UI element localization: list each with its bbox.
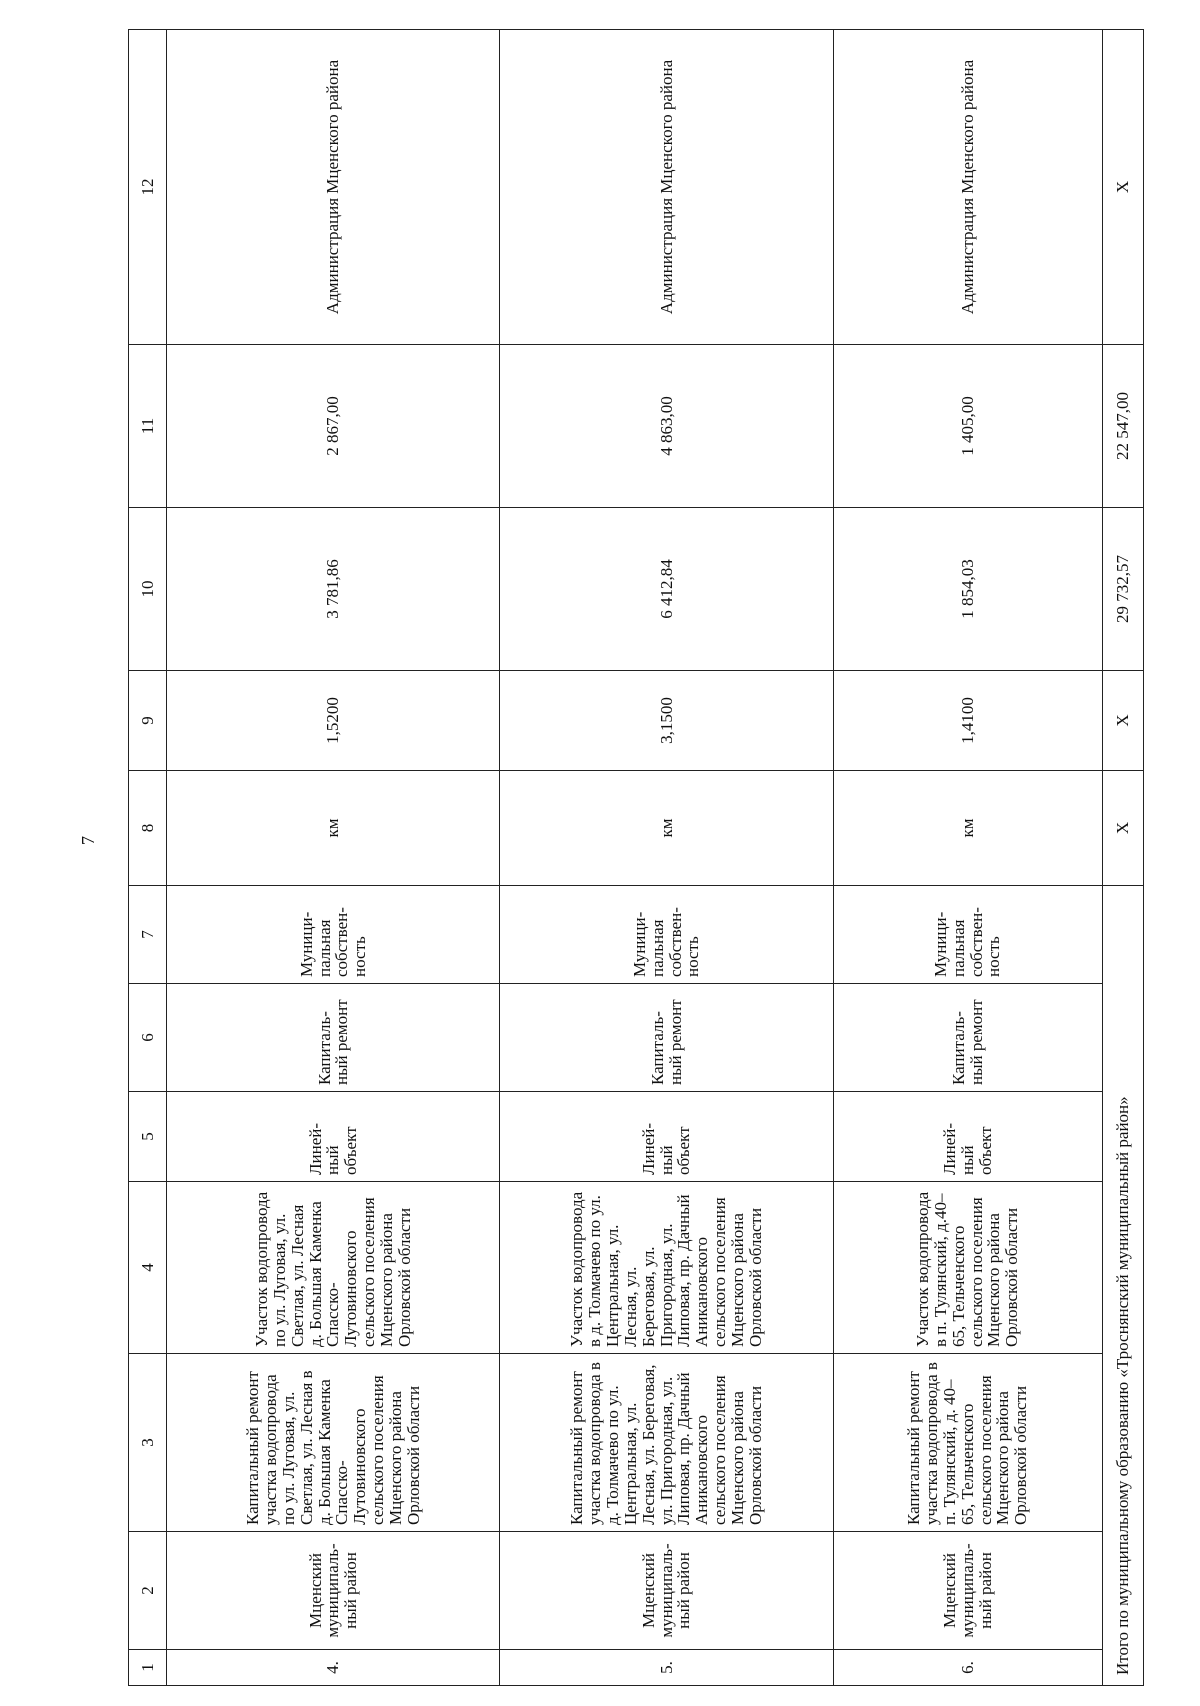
capacity-cell: 1,5200 [167, 671, 500, 771]
object-type-cell: Линей-ный объект [500, 1092, 833, 1182]
total-funding-cell: 22 547,00 [1102, 345, 1143, 508]
header-col-1: 1 [129, 1650, 167, 1686]
header-col-3: 3 [129, 1354, 167, 1532]
cost-cell: 3 781,86 [167, 508, 500, 671]
total-row [1102, 30, 1143, 1686]
cost-cell: 1 854,03 [833, 508, 1102, 671]
row-number: 5. [500, 1650, 833, 1686]
header-col-7: 7 [129, 886, 167, 984]
work-type-cell: Капиталь-ный ремонт [167, 984, 500, 1092]
unit-cell: км [167, 771, 500, 886]
funding-cell: 1 405,00 [833, 345, 1102, 508]
header-col-10: 10 [129, 508, 167, 671]
header-col-2: 2 [129, 1532, 167, 1650]
object-type-cell: Линей-ный объект [833, 1092, 1102, 1182]
municipality-cell: Мценский муниципаль-ный район [167, 1532, 500, 1650]
work-name-cell: Капитальный ремонт участка водопровода в д. Толмачево по ул. Центральная, ул. Лесная, ул. Береговая, ул. Пригородная, ул. Липовая, пр. Дачный Аникановского сельского поселения Мценского района Орловской области [500, 1354, 833, 1532]
object-type-cell: Линей-ный объект [167, 1092, 500, 1182]
header-col-4: 4 [129, 1182, 167, 1354]
total-label: Итого по муниципальному образованию «Троснянский муниципальный район» [1102, 886, 1143, 1686]
table-row [500, 30, 833, 1686]
header-col-5: 5 [129, 1092, 167, 1182]
administrator-cell: Администрация Мценского района [833, 30, 1102, 345]
header-row [129, 30, 167, 1686]
header-col-9: 9 [129, 671, 167, 771]
total-unit-cell: Х [1102, 771, 1143, 886]
work-name-cell: Капитальный ремонт участка водопровода по ул. Луговая, ул. Светлая, ул. Лесная в д. Большая Каменка Спасско-Лутовиновского сельского поселения Мценского района Орловской области [167, 1354, 500, 1532]
funding-cell: 2 867,00 [167, 345, 500, 508]
work-type-cell: Капиталь-ный ремонт [833, 984, 1102, 1092]
object-cell: Участок водопровода в п. Тулянский, д.40–65, Тельченского сельского поселения Мценского района Орловской области [833, 1182, 1102, 1354]
capacity-cell: 3,1500 [500, 671, 833, 771]
administrator-cell: Администрация Мценского района [500, 30, 833, 345]
table-row [833, 30, 1102, 1686]
total-administrator-cell: Х [1102, 30, 1143, 345]
funding-cell: 4 863,00 [500, 345, 833, 508]
municipality-cell: Мценский муниципаль-ный район [500, 1532, 833, 1650]
ownership-cell: Муници-пальная собствен-ность [500, 886, 833, 984]
object-cell: Участок водопровода по ул. Луговая, ул. Светлая, ул. Лесная д. Большая Каменка Спасско-Лутовиновского сельского поселения Мценского района Орловской области [167, 1182, 500, 1354]
row-number: 6. [833, 1650, 1102, 1686]
unit-cell: км [500, 771, 833, 886]
work-type-cell: Капиталь-ный ремонт [500, 984, 833, 1092]
municipality-cell: Мценский муниципаль-ный район [833, 1532, 1102, 1650]
header-col-8: 8 [129, 771, 167, 886]
table-row [167, 30, 500, 1686]
administrator-cell: Администрация Мценского района [167, 30, 500, 345]
header-col-12: 12 [129, 30, 167, 345]
work-name-cell: Капитальный ремонт участка водопровода в п. Тулянский, д. 40–65, Тельченского сельского поселения Мценского района Орловской области [833, 1354, 1102, 1532]
ownership-cell: Муници-пальная собствен-ность [833, 886, 1102, 984]
ownership-cell: Муници-пальная собствен-ность [167, 886, 500, 984]
object-cell: Участок водопровода в д. Толмачево по ул. Центральная, ул. Лесная, ул. Береговая, ул. Пригородная, ул. Липовая, пр. Дачный Аникановского сельского поселения Мценского района Орловской области [500, 1182, 833, 1354]
unit-cell: км [833, 771, 1102, 886]
rotated-page-content [128, 30, 1144, 1686]
page-number: 7 [78, 836, 98, 845]
capital-repair-table [128, 29, 1144, 1686]
total-capacity-cell: Х [1102, 671, 1143, 771]
capacity-cell: 1,4100 [833, 671, 1102, 771]
total-cost-cell: 29 732,57 [1102, 508, 1143, 671]
row-number: 4. [167, 1650, 500, 1686]
cost-cell: 6 412,84 [500, 508, 833, 671]
header-col-6: 6 [129, 984, 167, 1092]
header-col-11: 11 [129, 345, 167, 508]
